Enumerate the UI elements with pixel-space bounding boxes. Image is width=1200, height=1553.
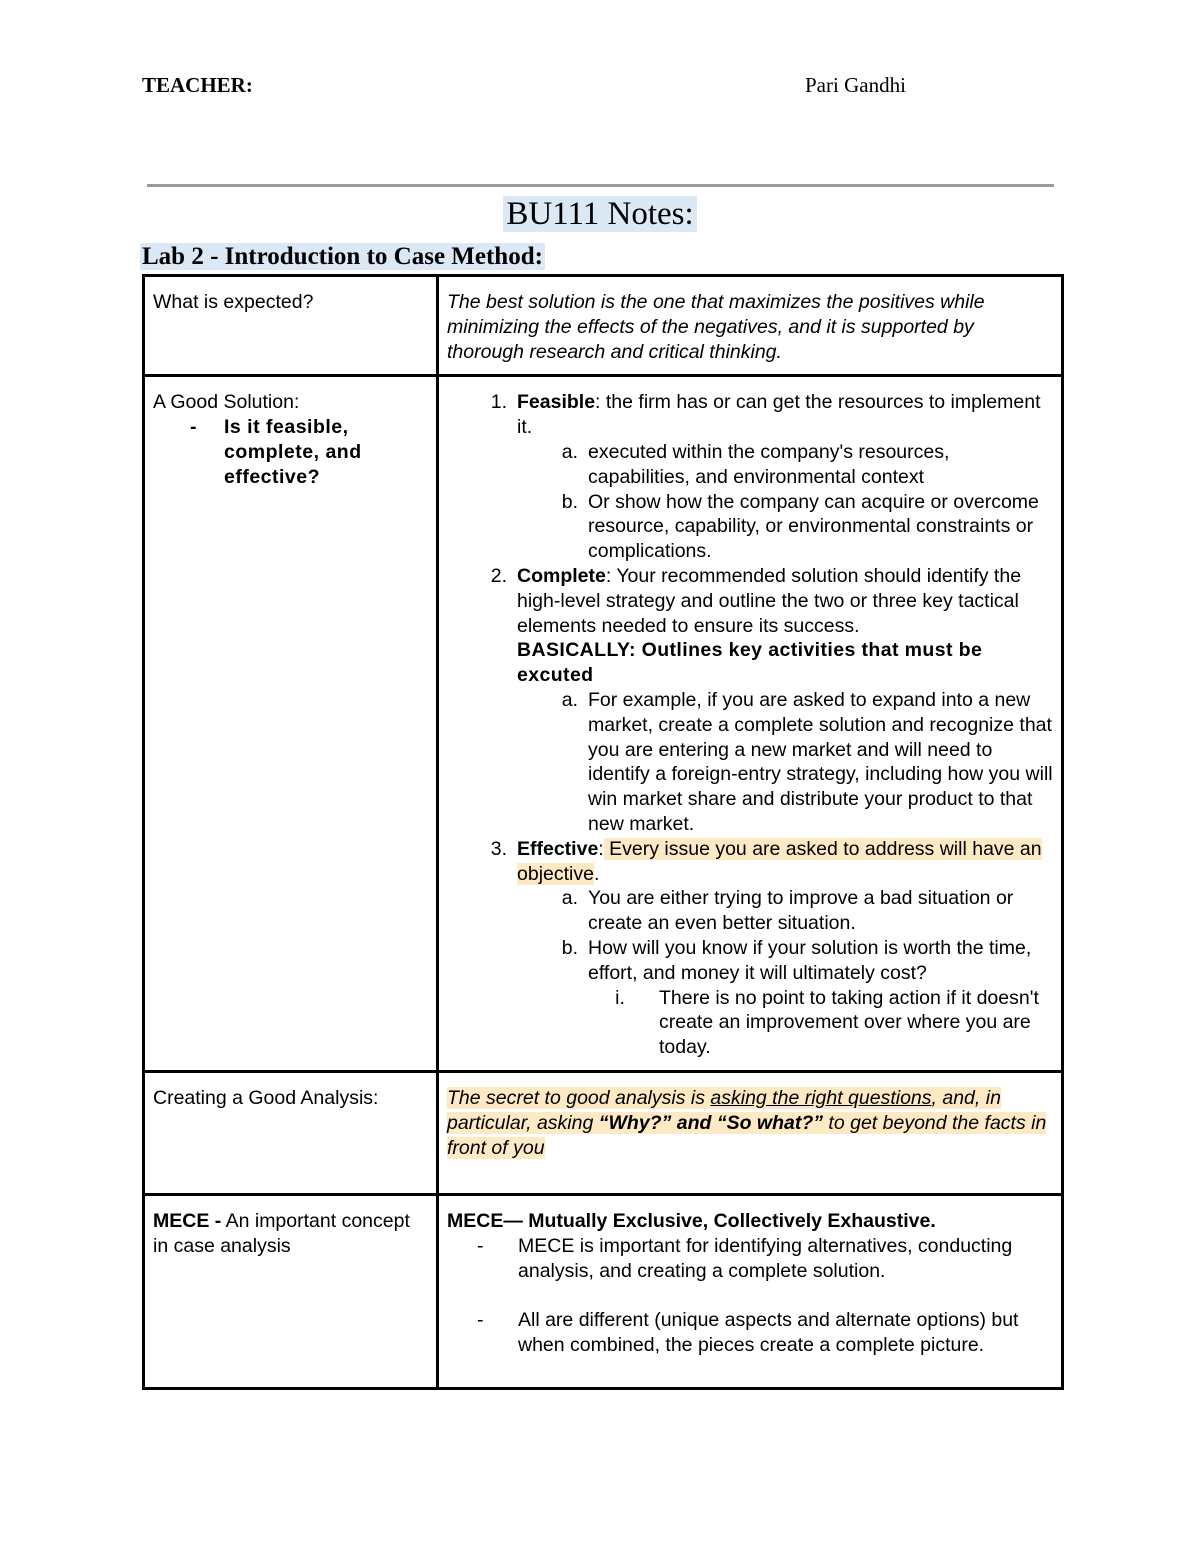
dash-marker: - — [477, 1234, 484, 1257]
row-content-cell — [438, 1194, 1063, 1388]
row-content-cell — [438, 1071, 1063, 1194]
list-item — [447, 564, 1053, 688]
list-marker: i. — [615, 986, 625, 1009]
row-label-cell — [144, 1194, 438, 1388]
sub-sub-item-text: There is no point to taking action if it doesn't create an improvement over where you are today. — [659, 986, 1039, 1059]
list-marker: a. — [561, 688, 578, 711]
mece-label-rest: An important concept in case analysis — [153, 1209, 410, 1257]
page-title-wrap — [0, 196, 1200, 233]
row-label: What is expected? — [153, 291, 314, 313]
bullet-text: Is it feasible, complete, and effective? — [224, 416, 362, 488]
sub-item-text: You are either trying to improve a bad situation or create an even better situation. — [588, 887, 1014, 935]
sub-list-item — [447, 886, 1053, 936]
list-marker: b. — [561, 936, 578, 959]
analysis-bold: “Why?” and “So what?” — [598, 1111, 823, 1134]
sub-list-item — [447, 490, 1053, 564]
sub-list-item — [447, 936, 1053, 986]
mece-heading: MECE— Mutually Exclusive, Collectively Exhaustive. — [447, 1209, 936, 1232]
item-term: Feasible — [517, 391, 596, 414]
spacer — [447, 1283, 1053, 1308]
analysis-underlined: asking the right questions — [710, 1086, 932, 1109]
sub-list-item — [447, 688, 1053, 837]
highlighted-text: Every issue you are asked to address will have an objective — [517, 837, 1042, 885]
row-content-cell — [438, 376, 1063, 1072]
table-row — [144, 276, 1063, 376]
table-row — [144, 1071, 1063, 1194]
dash-marker: - — [477, 1309, 484, 1332]
table-row — [144, 376, 1063, 1072]
list-marker: b. — [561, 490, 578, 513]
row-label: Creating a Good Analysis: — [153, 1086, 379, 1109]
label-bullet — [153, 415, 428, 489]
expected-text: The best solution is the one that maximizes the positives while minimizing the effects of the negatives, and it is supported by thorough research and critical thinking. — [447, 291, 985, 363]
list-marker: 1. — [490, 391, 507, 414]
item-term: Complete — [517, 564, 606, 587]
subtitle-wrap — [140, 243, 545, 271]
item-text: : Your recommended solution should identify the high-level strategy and outline the two or three key tactical elements needed to ensure its success. — [517, 564, 1022, 637]
table-row — [144, 1194, 1063, 1388]
item-end: . — [593, 862, 600, 885]
row-label-cell — [144, 276, 438, 376]
list-marker: a. — [561, 887, 578, 910]
analysis-text-3: to get beyond the facts in front of you — [447, 1111, 1047, 1159]
list-marker: 3. — [490, 837, 507, 860]
sub-item-text: Or show how the company can acquire or overcome resource, capability, or environmental constraints or complications. — [588, 490, 1039, 563]
row-content-cell — [438, 276, 1063, 376]
list-item — [447, 1308, 1053, 1358]
list-marker: a. — [561, 440, 578, 463]
bullet-text: MECE is important for identifying alternatives, conducting analysis, and creating a complete solution. — [518, 1234, 1013, 1282]
sub-list-item — [447, 440, 1053, 490]
basically-note: BASICALLY: Outlines key activities that must be excuted — [517, 639, 983, 687]
sub-item-text: For example, if you are asked to expand into a new market, create a complete solution and recognize that you are entering a new market and will need to identify a foreign-entry strategy, including how you will win market share and distribute your product to that new market. — [588, 688, 1053, 835]
sub-sub-list-item — [447, 986, 1053, 1060]
list-item — [447, 390, 1053, 440]
item-sep: : — [598, 837, 604, 860]
list-marker: 2. — [490, 564, 507, 587]
notes-table — [142, 274, 1064, 1390]
bullet-text: All are different (unique aspects and alternate options) but when combined, the pieces create a complete picture. — [518, 1309, 1019, 1357]
sub-item-text: How will you know if your solution is worth the time, effort, and money it will ultimately cost? — [588, 936, 1032, 984]
analysis-text-2: , and, in particular, asking — [447, 1086, 1001, 1134]
list-item — [447, 837, 1053, 887]
header-divider — [147, 184, 1054, 187]
teacher-name: Pari Gandhi — [805, 73, 906, 97]
item-text: : the firm has or can get the resources to implement it. — [517, 391, 1041, 439]
bullet-marker: - — [190, 416, 197, 439]
row-label: A Good Solution: — [153, 391, 300, 414]
analysis-text-1: The secret to good analysis is — [447, 1086, 711, 1109]
page-title: BU111 Notes: — [503, 196, 696, 232]
sub-item-text: executed within the company's resources, capabilities, and environmental context — [588, 440, 950, 488]
mece-label-bold: MECE - — [153, 1209, 222, 1232]
row-label-cell — [144, 1071, 438, 1194]
list-item — [447, 1234, 1053, 1284]
subtitle: Lab 2 - Introduction to Case Method: — [142, 243, 543, 270]
teacher-label: TEACHER: — [142, 73, 253, 97]
item-term: Effective — [517, 837, 599, 860]
row-label-cell — [144, 376, 438, 1072]
